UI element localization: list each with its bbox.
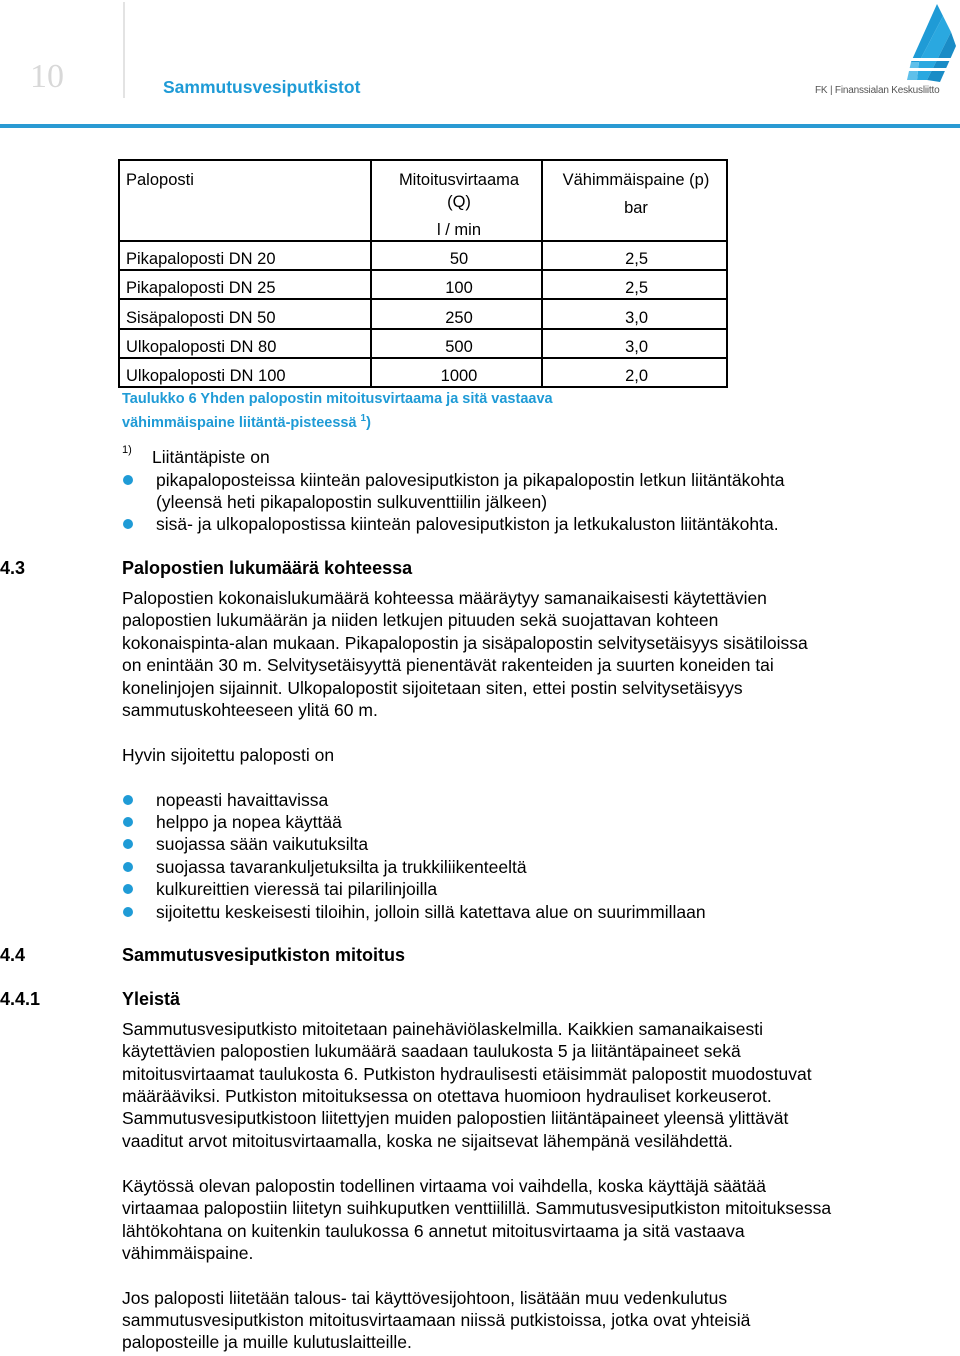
logo-text: FK | Finanssialan Keskusliitto xyxy=(815,85,940,96)
section-4-3-para-line: palopostien lukumäärän ja niiden letkujen pituuden sekä suojattavan kohteen xyxy=(122,610,719,630)
table-header-flow-symbol: (Q) xyxy=(447,193,471,211)
table-cell-flow: 500 xyxy=(445,338,473,356)
table-header-flow-unit: l / min xyxy=(436,221,481,239)
section-4-4-1-para1-line: mitoitusvirtaamat taulukosta 6. Putkiston hydraulisesti etäisimmät palopostit muodostuvat xyxy=(122,1064,812,1084)
section-4-4-1-para3-line: sammutusvesiputkiston mitoitusvirtaamaan niissä putkistoissa, jotka ovat yhteisiä xyxy=(122,1310,751,1330)
section-4-3-para-line: Palopostien kokonaislukumäärä kohteessa määräytyy samanaikaisesti käytettävien xyxy=(122,588,767,608)
section-4-3-para-line: konelinjojen sijainnit. Ulkopalopostit sijoitetaan siten, ettei postin selvitysetäisyys xyxy=(122,678,743,698)
section-4-4-1-para1-line: vaaditut arvot mitoitusvirtaamalla, koska ne sijaitsevat lähempänä vesilähdettä. xyxy=(122,1131,733,1151)
table-cell-flow: 50 xyxy=(449,250,469,268)
bullet-icon xyxy=(123,475,133,485)
section-4-4-1-para1-line: määrääviksi. Putkiston mitoituksessa on otettava huomioon hydrauliset korkeuserot. xyxy=(122,1086,772,1106)
table-divider xyxy=(120,298,726,300)
table-header-pressure-unit: bar xyxy=(624,199,648,217)
table-header-flow: Mitoitusvirtaama xyxy=(398,171,520,189)
table-cell-pressure: 2,5 xyxy=(625,279,648,297)
table-cell-name: Ulkopaloposti DN 100 xyxy=(126,367,286,385)
bullet-icon xyxy=(123,839,133,849)
section-4-4-1-para2-line: vähimmäispaine. xyxy=(122,1243,254,1263)
table-divider xyxy=(120,269,726,271)
bullet-icon xyxy=(123,862,133,872)
section-4-4-1-para1-line: käytettävien palopostien lukumäärä saadaan taulukosta 5 ja liitäntäpaineet sekä xyxy=(122,1041,741,1061)
footnote-intro: Liitäntäpiste on xyxy=(152,447,270,467)
table-divider xyxy=(120,328,726,330)
header-divider xyxy=(123,2,125,98)
table-cell-pressure: 3,0 xyxy=(625,309,648,327)
section-4-4-1-para2-line: lähtökohtana on kuitenkin taulukossa 6 annetut mitoitusvirtaama ja sitä vastaava xyxy=(122,1221,745,1241)
section-4-4-1-para3-line: Jos paloposti liitetään talous- tai käyttövesijohtoon, lisätään muu vedenkulutus xyxy=(122,1288,728,1308)
footnote-item2: sisä- ja ulkopalopostissa kiinteän palovesiputkiston ja letkukaluston liitäntäkohta. xyxy=(156,514,779,534)
table-divider xyxy=(120,357,726,359)
table-cell-flow: 100 xyxy=(445,279,473,297)
table-cell-name: Pikapaloposti DN 25 xyxy=(126,279,276,297)
hydrant-list-intro: Hyvin sijoitettu paloposti on xyxy=(122,745,335,765)
table-caption xyxy=(122,389,553,433)
table-caption-end: ) xyxy=(366,414,371,431)
table-cell-pressure: 2,5 xyxy=(625,250,648,268)
section-4-3-number: 4.3 xyxy=(0,558,26,578)
section-4-4-1-para3-line: paloposteille ja muille kulutuslaitteille. xyxy=(122,1332,412,1352)
table-caption-text: vähimmäispaine liitäntä-pisteessä xyxy=(122,414,361,431)
header-section-title: Sammutusvesiputkistot xyxy=(163,77,361,97)
section-4-4-1-para1-line: Sammutusvesiputkistoon liitettyjen muiden palopostien liitäntäpaineet yleensä ylittävät xyxy=(122,1108,789,1128)
table-header-pressure: Vähimmäispaine (p) xyxy=(562,171,710,189)
hydrant-list-item: sijoitettu keskeisesti tiloihin, jolloin sillä katettava alue on suurimmillaan xyxy=(156,902,706,922)
section-4-4-1-title: Yleistä xyxy=(122,989,181,1009)
bullet-icon xyxy=(123,795,133,805)
bullet-icon xyxy=(123,519,133,529)
section-4-3-para-line: sammutuskohteeseen ylitä 60 m. xyxy=(122,700,378,720)
page-number: 10 xyxy=(30,58,64,95)
bullet-icon xyxy=(123,884,133,894)
table-caption-line1: Taulukko 6 Yhden palopostin mitoitusvirtaama ja sitä vastaava xyxy=(122,391,553,407)
table-divider xyxy=(370,161,372,386)
section-4-4-1-para1-line: Sammutusvesiputkisto mitoitetaan painehäviölaskelmilla. Kaikkien samanaikaisesti xyxy=(122,1019,763,1039)
table-cell-pressure: 2,0 xyxy=(625,367,648,385)
section-4-4-1-para2-line: virtaamaa palopostiin liitetyn suihkuputken venttiilillä. Sammutusvesiputkiston mitoituksessa xyxy=(122,1198,832,1218)
table-cell-flow: 1000 xyxy=(440,367,478,385)
table-cell-name: Sisäpaloposti DN 50 xyxy=(126,309,276,327)
section-4-4-1-number: 4.4.1 xyxy=(0,989,41,1009)
hydrant-list-item: suojassa sään vaikutuksilta xyxy=(156,834,369,854)
footnote-marker: 1) xyxy=(122,444,132,456)
section-4-4-title: Sammutusvesiputkiston mitoitus xyxy=(122,945,406,965)
table-caption-sup: 1 xyxy=(360,413,367,424)
flow-table xyxy=(118,159,728,388)
footnote-item1-line1: pikapaloposteissa kiinteän palovesiputkiston ja pikapalopostin letkun liitäntäkohta xyxy=(156,470,785,490)
hydrant-list-item: helppo ja nopea käyttää xyxy=(156,812,342,832)
table-caption-line2 xyxy=(122,409,553,433)
footnote-item1-line2: (yleensä heti pikapalopostin sulkuventtiilin jälkeen) xyxy=(156,492,548,512)
hydrant-list-item: suojassa tavarankuljetuksilta ja trukkiliikenteeltä xyxy=(156,857,527,877)
table-cell-pressure: 3,0 xyxy=(625,338,648,356)
section-4-3-para-line: on enintään 30 m. Selvitysetäisyyttä pienentävät rakenteiden ja suurten koneiden tai xyxy=(122,655,774,675)
section-4-4-number: 4.4 xyxy=(0,945,26,965)
section-4-4-1-para2-line: Käytössä olevan palopostin todellinen virtaama voi vaihdella, koska käyttäjä säätää xyxy=(122,1176,766,1196)
hydrant-list-item: kulkureittien vieressä tai pilarilinjoilla xyxy=(156,879,438,899)
hydrant-list-item: nopeasti havaittavissa xyxy=(156,790,329,810)
table-cell-name: Pikapaloposti DN 20 xyxy=(126,250,276,268)
header-rule xyxy=(0,124,960,128)
table-cell-flow: 250 xyxy=(445,309,473,327)
section-4-3-title: Palopostien lukumäärä kohteessa xyxy=(122,558,413,578)
bullet-icon xyxy=(123,907,133,917)
section-4-3-para-line: kokonaispinta-alan mukaan. Pikapalopostin ja sisäpalopostin selvitysetäisyys sisätiloissa xyxy=(122,633,808,653)
table-divider xyxy=(120,240,726,242)
table-header-hydrant: Paloposti xyxy=(126,171,194,189)
table-cell-name: Ulkopaloposti DN 80 xyxy=(126,338,277,356)
bullet-icon xyxy=(123,817,133,827)
